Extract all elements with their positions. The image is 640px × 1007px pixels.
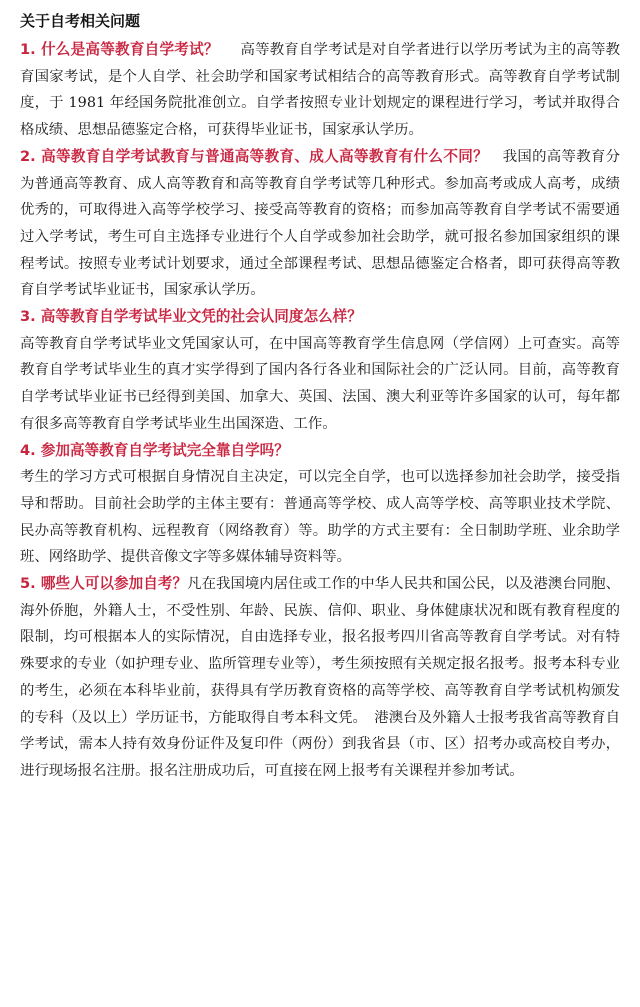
answer-2: 我国的高等教育分为普通高等教育、成人高等教育和高等教育自学考试等几种形式。参加高考或成人高考，成绩优秀的，可取得进入高等学校学习、接受高等教育的资格；而参加高等教育自学考试不需要通过入学考试，考生可自主选择专业进行个人自学或参加社会助学，就可报名参加国家组织的课程考试。按照专业考试计划要求，通过全部课程考试、思想品德鉴定合格者，即可获得高等教育自学考试毕业证书，国家承认学历。: [20, 148, 620, 299]
answer-3: 高等教育自学考试毕业文凭国家认可，在中国高等教育学生信息网（学信网）上可查实。高等教育自学考试毕业生的真才实学得到了国内各行各业和国际社会的广泛认同。目前，高等教育自学考试毕业证书已经得到美国、加拿大、英国、法国、澳大利亚等许多国家的认可，每年都有很多高等教育自学考试毕业生出国深造、工作。: [20, 335, 620, 432]
answer-1: 高等教育自学考试是对自学者进行以学历考试为主的高等教育国家考试，是个人自学、社会助学和国家考试相结合的高等教育形式。高等教育自学考试制度，于 1981 年经国务院批准创立。自学者按照专业计划规定的课程进行学习，考试并取得合格成绩、思想品德鉴定合格，可获得毕业证书，国家承认学历。: [20, 42, 620, 139]
question-1: 1. 什么是高等教育自学考试？: [20, 41, 219, 58]
qa-section-2: [20, 144, 620, 304]
question-5: 5. 哪些人可以参加自考？: [20, 575, 188, 593]
qa-section-5: [20, 571, 620, 785]
document-title: 关于自考相关问题: [20, 12, 141, 30]
question-4: 4. 参加高等教育自学考试完全靠自学吗？: [20, 441, 289, 459]
question-3: 3. 高等教育自学考试毕业文凭的社会认同度怎么样？: [20, 308, 362, 326]
question-2: 2. 高等教育自学考试教育与普通高等教育、成人高等教育有什么不同？: [20, 147, 489, 165]
qa-section-1: [20, 37, 620, 144]
answer-5: 凡在我国境内居住或工作的中华人民共和国公民，以及港澳台同胞、海外侨胞，外籍人士，不受性别、年龄、民族、信仰、职业、身体健康状况和既有教育程度的限制，均可根据本人的实际情况，自由选择专业，报名报考四川省高等教育自学考试。对有特殊要求的专业（如护理专业、监所管理专业等），考生须按照有关规定报名报考。报考本科专业的考生，必须在本科毕业前，获得具有学历教育资格的高等学校、高等教育自学考试机构颁发的专科（及以上）学历证书，方能取得自考本科文凭。 港澳台及外籍人士报考我省高等教育自学考试，需本人持有效身份证件及复印件（两份）到我省县（市、区）招考办或高校自考办，进行现场报名注册。报名注册成功后，可直接在网上报考有关课程并参加考试。: [20, 576, 620, 779]
answer-4: 考生的学习方式可根据自身情况自主决定，可以完全自学，也可以选择参加社会助学，接受指导和帮助。目前社会助学的主体主要有：普通高等学校、成人高等学校、高等职业技术学院、民办高等教育机构、远程教育（网络教育）等。助学的方式主要有：全日制助学班、业余助学班、网络助学、提供音像文字等多媒体辅导资料等。: [20, 469, 620, 566]
